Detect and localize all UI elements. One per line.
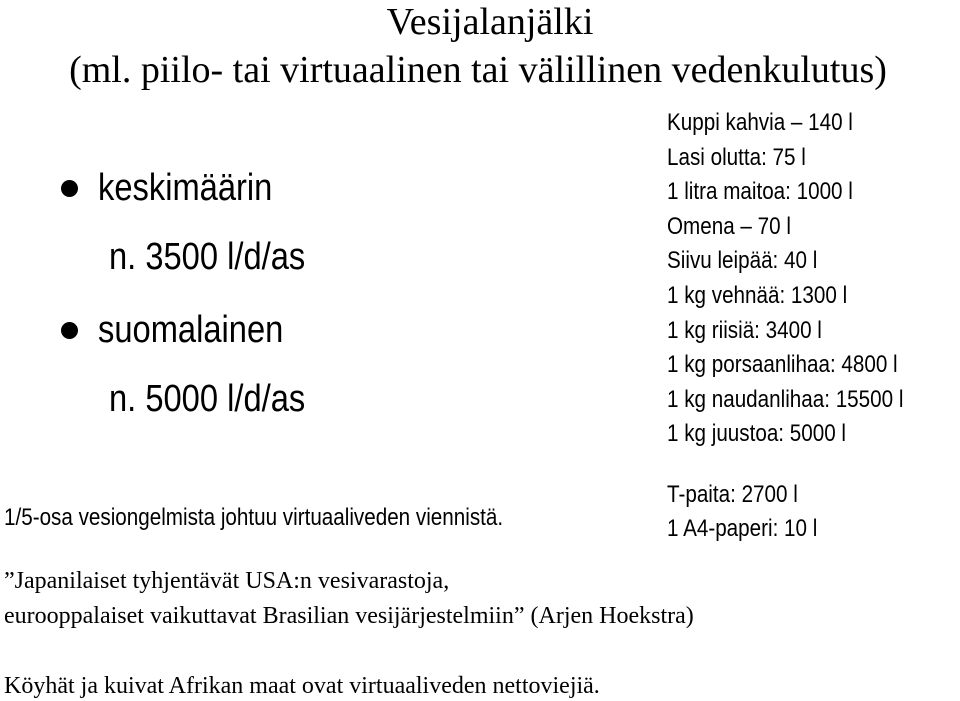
list-item: Siivu leipää: 40 l — [667, 247, 818, 275]
page-title: Vesijalanjälki — [386, 1, 594, 43]
bullet-dot-icon — [61, 180, 78, 197]
bullet-value-average: n. 3500 l/d/as — [109, 236, 306, 278]
quote-line-2: eurooppalaiset vaikuttavat Brasilian vesijärjestelmiin” (Arjen Hoekstra) — [4, 603, 694, 629]
list-item: 1 kg porsaanlihaa: 4800 l — [667, 351, 898, 379]
bullet-label-finnish: suomalainen — [98, 309, 284, 351]
page-subtitle: (ml. piilo- tai virtuaalinen tai välillinen vedenkulutus) — [69, 49, 887, 91]
bullet-dot-icon — [61, 322, 78, 339]
fraction-note: 1/5-osa vesiongelmista johtuu virtuaaliveden viennistä. — [4, 504, 504, 531]
list-item: 1 kg vehnää: 1300 l — [667, 281, 848, 309]
closing-note: Köyhät ja kuivat Afrikan maat ovat virtuaaliveden nettoviejiä. — [4, 673, 600, 699]
list-item: 1 kg naudanlihaa: 15500 l — [667, 385, 904, 413]
list-item: 1 kg riisiä: 3400 l — [667, 316, 822, 344]
list-item: Lasi olutta: 75 l — [667, 143, 806, 171]
list-item: Kuppi kahvia – 140 l — [667, 109, 853, 136]
list-item: 1 litra maitoa: 1000 l — [667, 178, 853, 206]
product-footprint-list — [667, 478, 842, 546]
list-item: T-paita: 2700 l — [667, 481, 798, 508]
list-item: Omena – 70 l — [667, 212, 791, 240]
bullet-value-finnish: n. 5000 l/d/as — [109, 378, 306, 420]
list-item: 1 kg juustoa: 5000 l — [667, 420, 847, 448]
water-footprint-list — [667, 106, 942, 452]
list-item: 1 A4-paperi: 10 l — [667, 515, 818, 542]
quote-line-1: ”Japanilaiset tyhjentävät USA:n vesivarastoja, — [4, 568, 450, 594]
bullet-label-average: keskimäärin — [98, 167, 273, 209]
